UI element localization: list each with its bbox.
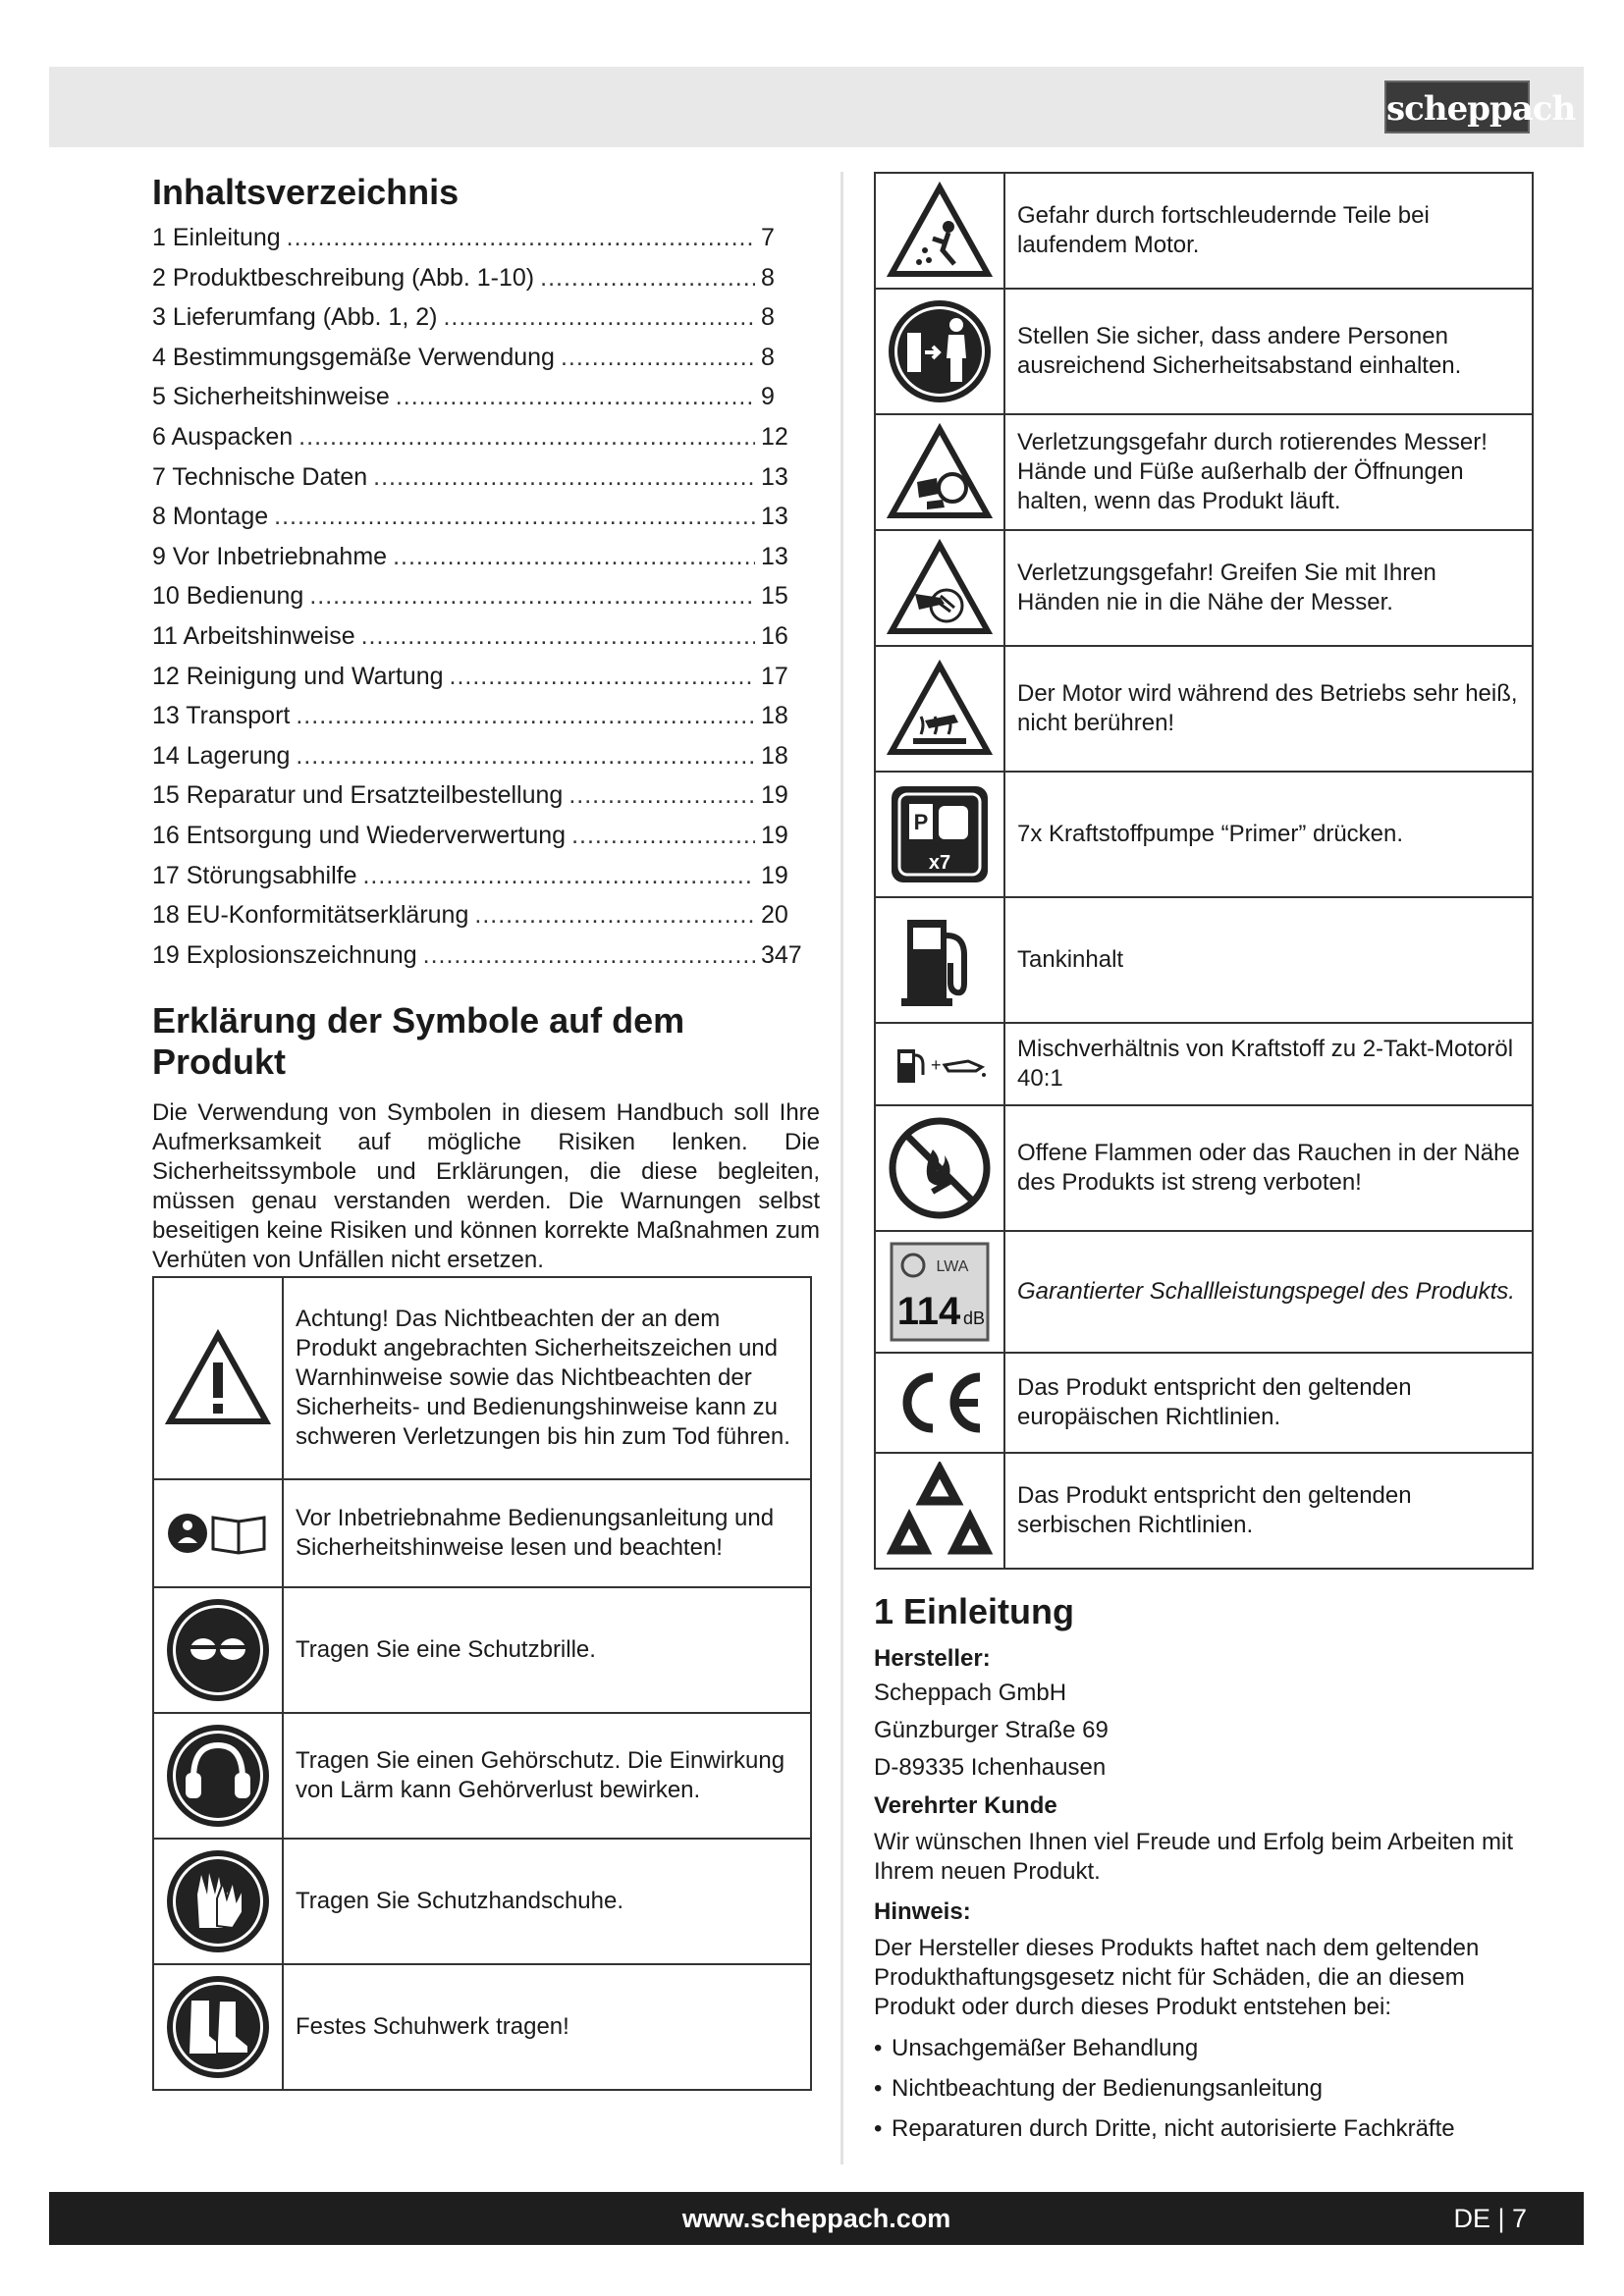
brand-logo: scheppach <box>1384 80 1530 133</box>
table-row <box>153 1479 811 1587</box>
note-label: Hinweis: <box>874 1898 971 1925</box>
ce-mark-icon <box>875 1353 1004 1453</box>
list-item: • Nichtbeachtung der Bedienungsanleitung <box>874 2068 1542 2109</box>
serbian-mark-icon <box>875 1453 1004 1569</box>
svg-text:P: P <box>913 810 929 834</box>
table-row <box>875 1105 1533 1231</box>
website-link[interactable]: www.scheppach.com <box>681 2204 951 2233</box>
rotating-blade-feet-icon <box>875 414 1004 530</box>
page-number: DE | 7 <box>1453 2204 1527 2233</box>
symbol-description: Der Motor wird während des Betriebs sehr heiß, nicht berühren! <box>1004 646 1533 772</box>
table-row <box>875 646 1533 772</box>
ear-protection-icon <box>153 1713 283 1839</box>
table-row <box>875 1453 1533 1569</box>
toc-item[interactable]: 1 Einleitung ..... 7 <box>152 224 820 264</box>
left-column <box>152 169 820 1275</box>
symbol-description: Verletzungsgefahr! Greifen Sie mit Ihren Händen nie in die Nähe der Messer. <box>1004 530 1533 646</box>
manufacturer-label: Hersteller: <box>874 1645 991 1672</box>
toc-item[interactable]: 19 Explosionszeichnung ..... 347 <box>152 941 820 982</box>
symbol-description: 7x Kraftstoffpumpe “Primer” drücken. <box>1004 772 1533 897</box>
read-manual-icon <box>153 1479 283 1587</box>
symbol-description: Garantierter Schallleistungspegel des Produkts. <box>1004 1231 1533 1353</box>
table-row <box>875 1353 1533 1453</box>
symbols-intro: Die Verwendung von Symbolen in diesem Handbuch soll Ihre Aufmerksamkeit auf mögliche Risiken lenken. Die Sicherheitssymbole und Erklärungen, die diese begleiten, müssen genau verstanden werden. Die Warnungen selbst beseitigen keine Risiken und können korrekte Maßnahmen zum Verhüten von Unfällen nicht ersetzen. <box>152 1099 820 1274</box>
toc-item[interactable]: 4 Bestimmungsgemäße Verwendung ..... 8 <box>152 344 820 384</box>
table-row <box>875 772 1533 897</box>
introduction-section <box>874 1590 1542 2149</box>
toc-item[interactable]: 12 Reinigung und Wartung ..... 17 <box>152 663 820 703</box>
flying-debris-icon <box>875 173 1004 289</box>
table-row <box>875 414 1533 530</box>
toc-item[interactable]: 15 Reparatur und Ersatzteilbestellung ..... 19 <box>152 781 820 822</box>
fuel-pump-icon <box>875 897 1004 1023</box>
table-row <box>153 1839 811 1964</box>
toc-item[interactable]: 3 Lieferumfang (Abb. 1, 2) ..... 8 <box>152 303 820 344</box>
no-open-flame-icon <box>875 1105 1004 1231</box>
toc-item[interactable]: 16 Entsorgung und Wiederverwertung ..... 19 <box>152 822 820 862</box>
introduction-title: 1 Einleitung <box>874 1591 1075 1631</box>
liability-list <box>874 2028 1542 2149</box>
symbol-description: Tragen Sie eine Schutzbrille. <box>283 1587 811 1713</box>
toc-item[interactable]: 17 Störungsabhilfe ..... 19 <box>152 862 820 902</box>
table-row <box>875 1231 1533 1353</box>
symbol-description: Vor Inbetriebnahme Bedienungsanleitung und Sicherheitshinweise lesen und beachten! <box>283 1479 811 1587</box>
table-row <box>153 1964 811 2090</box>
toc-item[interactable]: 8 Montage ..... 13 <box>152 503 820 543</box>
sound-power-value: 114 <box>896 1290 961 1333</box>
symbol-description: Tankinhalt <box>1004 897 1533 1023</box>
hot-surface-icon <box>875 646 1004 772</box>
toc-item[interactable]: 9 Vor Inbetriebnahme ..... 13 <box>152 543 820 583</box>
sound-power-unit: dB <box>962 1308 986 1328</box>
customer-label: Verehrter Kunde <box>874 1792 1057 1819</box>
page-header <box>49 67 1584 147</box>
safety-goggles-icon <box>153 1587 283 1713</box>
toc-item[interactable]: 5 Sicherheitshinweise ..... 9 <box>152 383 820 423</box>
list-item: • Unsachgemäßer Behandlung <box>874 2028 1542 2068</box>
svg-text:+: + <box>931 1055 942 1075</box>
symbol-description: Achtung! Das Nichtbeachten der an dem Produkt angebrachten Sicherheitszeichen und Warnhinweise sowie das Nichtbeachten der Sicherheits- und Bedienungshinweise kann zu schweren Verletzungen bis hin zum Tod führen. <box>283 1277 811 1479</box>
warning-triangle-icon <box>153 1277 283 1479</box>
toc-item[interactable]: 2 Produktbeschreibung (Abb. 1-10) ..... 8 <box>152 264 820 304</box>
table-row <box>875 530 1533 646</box>
symbol-description: Offene Flammen oder das Rauchen in der Nähe des Produkts ist streng verboten! <box>1004 1105 1533 1231</box>
table-row <box>875 173 1533 289</box>
symbol-description: Das Produkt entspricht den geltenden europäischen Richtlinien. <box>1004 1353 1533 1453</box>
symbol-description: Gefahr durch fortschleudernde Teile bei laufendem Motor. <box>1004 173 1533 289</box>
hand-blade-icon <box>875 530 1004 646</box>
toc-item[interactable]: 11 Arbeitshinweise ..... 16 <box>152 622 820 663</box>
primer-count-label: x7 <box>928 852 951 874</box>
page-footer <box>49 2192 1584 2245</box>
keep-distance-icon <box>875 289 1004 414</box>
primer-pump-icon <box>875 772 1004 897</box>
toc-item[interactable]: 6 Auspacken ..... 12 <box>152 423 820 463</box>
symbol-description: Festes Schuhwerk tragen! <box>283 1964 811 2090</box>
table-row <box>153 1713 811 1839</box>
symbol-description: Tragen Sie Schutzhandschuhe. <box>283 1839 811 1964</box>
table-of-contents <box>152 224 820 981</box>
table-row <box>875 897 1533 1023</box>
toc-item[interactable]: 7 Technische Daten ..... 13 <box>152 463 820 504</box>
table-row <box>153 1277 811 1479</box>
toc-item[interactable]: 14 Lagerung ..... 18 <box>152 742 820 782</box>
sound-power-sub-label: LWA <box>936 1258 969 1275</box>
company-name: Scheppach GmbH <box>874 1680 1067 1706</box>
symbol-description: Mischverhältnis von Kraftstoff zu 2-Takt-Motoröl 40:1 <box>1004 1023 1533 1105</box>
company-city: D-89335 Ichenhausen <box>874 1754 1107 1781</box>
symbols-table-right <box>874 172 1534 1570</box>
symbol-description: Verletzungsgefahr durch rotierendes Messer! Hände und Füße außerhalb der Öffnungen halten, wenn das Produkt läuft. <box>1004 414 1533 530</box>
gloves-icon <box>153 1839 283 1964</box>
symbol-description: Stellen Sie sicher, dass andere Personen ausreichend Sicherheitsabstand einhalten. <box>1004 289 1533 414</box>
table-row <box>153 1587 811 1713</box>
toc-item[interactable]: 10 Bedienung ..... 15 <box>152 582 820 622</box>
toc-item[interactable]: 18 EU-Konformitätserklärung ..... 20 <box>152 901 820 941</box>
table-row <box>875 289 1533 414</box>
note-text: Der Hersteller dieses Produkts haftet nach dem geltenden Produkthaftungsgesetz nicht für Schäden, die an diesem Produkt oder durch dieses Produkt entstehen bei: <box>874 1935 1480 2020</box>
customer-text: Wir wünschen Ihnen viel Freude und Erfolg beim Arbeiten mit Ihrem neuen Produkt. <box>874 1829 1513 1885</box>
list-item: • Reparaturen durch Dritte, nicht autorisierte Fachkräfte <box>874 2109 1542 2149</box>
symbols-title: Erklärung der Symbole auf dem Produkt <box>152 1000 685 1083</box>
sound-power-icon <box>875 1231 1004 1353</box>
safety-boots-icon <box>153 1964 283 2090</box>
table-row <box>875 1023 1533 1105</box>
toc-item[interactable]: 13 Transport ..... 18 <box>152 702 820 742</box>
fuel-oil-mix-icon <box>875 1023 1004 1105</box>
symbol-description: Das Produkt entspricht den geltenden serbischen Richtlinien. <box>1004 1453 1533 1569</box>
symbols-table-left <box>152 1276 812 2091</box>
symbol-description: Tragen Sie einen Gehörschutz. Die Einwirkung von Lärm kann Gehörverlust bewirken. <box>283 1713 811 1839</box>
toc-title: Inhaltsverzeichnis <box>152 172 460 212</box>
company-street: Günzburger Straße 69 <box>874 1717 1109 1743</box>
column-divider <box>840 172 843 2164</box>
